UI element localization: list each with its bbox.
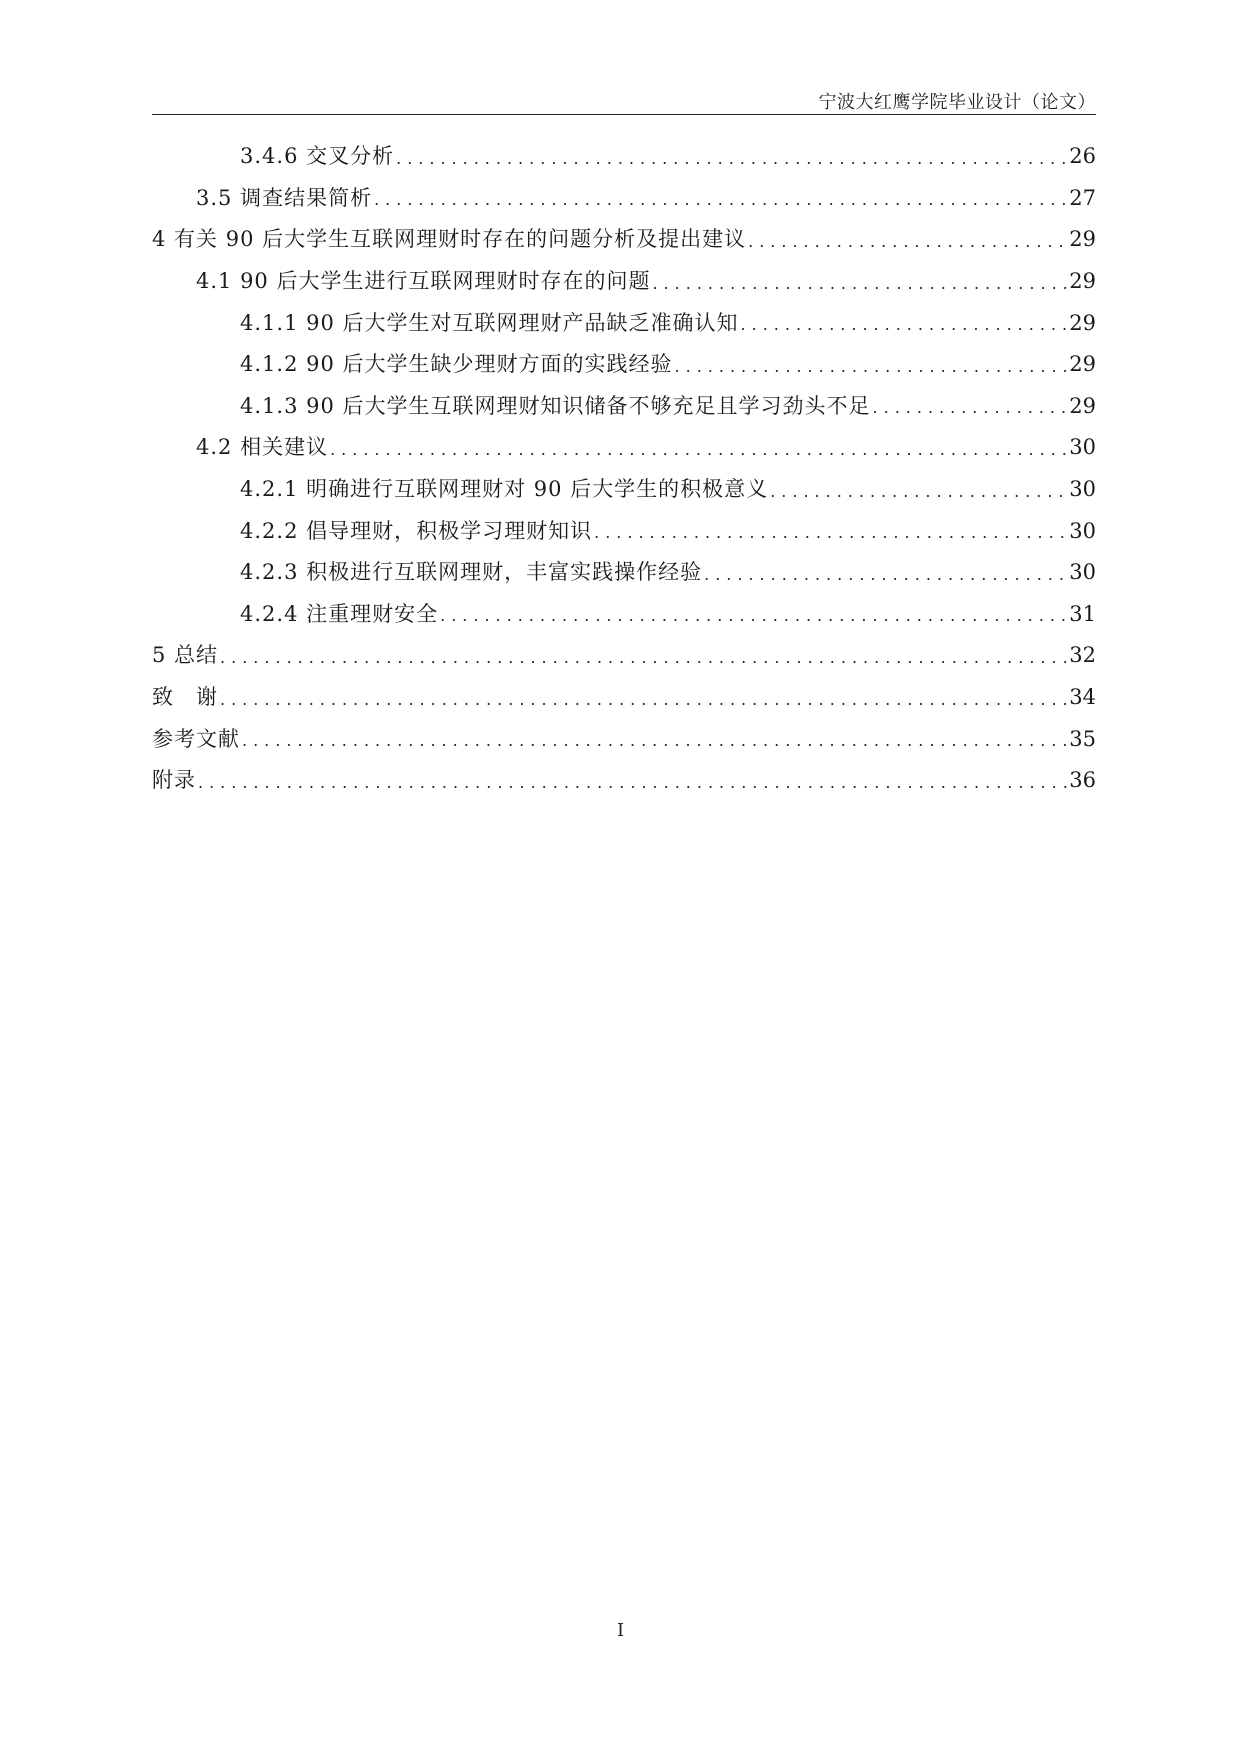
- page-number: I: [616, 1620, 625, 1641]
- toc-entry[interactable]: [152, 261, 1096, 303]
- toc-entry-page: 30: [1069, 477, 1096, 502]
- toc-entry[interactable]: [152, 718, 1096, 760]
- toc-entry-page: 30: [1069, 518, 1096, 543]
- toc-entry[interactable]: [152, 344, 1096, 386]
- toc-entry[interactable]: [152, 178, 1096, 220]
- toc-entry-title: 4.2.1 明确进行互联网理财对 90 后大学生的积极意义: [240, 477, 769, 502]
- toc-entry[interactable]: [152, 510, 1096, 552]
- toc-dot-leader: [770, 484, 1067, 500]
- page-header: [152, 84, 1096, 115]
- toc-entry-title: 参考文献: [152, 726, 240, 751]
- table-of-contents: [152, 136, 1096, 802]
- toc-entry-title: 4.2.2 倡导理财，积极学习理财知识: [240, 518, 593, 543]
- toc-entry-page: 29: [1069, 227, 1096, 252]
- toc-dot-leader: [242, 733, 1067, 749]
- toc-dot-leader: [873, 400, 1068, 416]
- toc-entry-title: 4.1.1 90 后大学生对互联网理财产品缺乏准确认知: [240, 310, 739, 335]
- toc-entry[interactable]: [152, 469, 1096, 511]
- toc-dot-leader: [440, 608, 1067, 624]
- toc-entry[interactable]: [152, 635, 1096, 677]
- toc-entry-page: 30: [1069, 560, 1096, 585]
- toc-entry-page: 31: [1069, 601, 1096, 626]
- toc-entry-title: 附录: [152, 768, 196, 793]
- toc-entry[interactable]: [152, 136, 1096, 178]
- toc-entry-page: 30: [1069, 435, 1096, 460]
- toc-entry[interactable]: [152, 760, 1096, 802]
- toc-dot-leader: [374, 192, 1067, 208]
- toc-entry-page: 26: [1069, 144, 1096, 169]
- toc-dot-leader: [220, 650, 1067, 666]
- toc-entry-page: 29: [1069, 393, 1096, 418]
- toc-entry-page: 32: [1069, 643, 1096, 668]
- toc-entry-title: 4.2 相关建议: [196, 435, 329, 460]
- toc-dot-leader: [594, 525, 1067, 541]
- toc-dot-leader: [675, 359, 1068, 375]
- toc-dot-leader: [396, 151, 1067, 167]
- toc-entry-page: 27: [1069, 185, 1096, 210]
- header-title: 宁波大红鹰学院毕业设计（论文）: [818, 92, 1096, 113]
- toc-entry[interactable]: [152, 552, 1096, 594]
- toc-dot-leader: [330, 442, 1067, 458]
- toc-entry[interactable]: [152, 386, 1096, 428]
- toc-entry-title: 4.2.4 注重理财安全: [240, 601, 439, 626]
- toc-dot-leader: [198, 775, 1067, 791]
- toc-entry-title: 4 有关 90 后大学生互联网理财时存在的问题分析及提出建议: [152, 227, 747, 252]
- toc-entry-page: 34: [1069, 685, 1096, 710]
- toc-entry-title: 5 总结: [152, 643, 219, 668]
- toc-entry[interactable]: [152, 594, 1096, 636]
- toc-entry-title: 4.1 90 后大学生进行互联网理财时存在的问题: [196, 269, 651, 294]
- toc-entry-title: 3.5 调查结果简析: [196, 185, 373, 210]
- toc-entry[interactable]: [152, 677, 1096, 719]
- toc-entry-page: 29: [1069, 310, 1096, 335]
- toc-entry-page: 29: [1069, 352, 1096, 377]
- toc-entry-page: 29: [1069, 269, 1096, 294]
- toc-entry-title: 4.2.3 积极进行互联网理财，丰富实践操作经验: [240, 560, 703, 585]
- toc-entry-page: 36: [1069, 768, 1096, 793]
- toc-entry-title: 致 谢: [152, 685, 218, 710]
- toc-entry-title: 4.1.3 90 后大学生互联网理财知识储备不够充足且学习劲头不足: [240, 393, 871, 418]
- toc-entry[interactable]: [152, 302, 1096, 344]
- toc-dot-leader: [652, 276, 1067, 292]
- toc-entry[interactable]: [152, 219, 1096, 261]
- toc-entry[interactable]: [152, 427, 1096, 469]
- toc-entry-title: 3.4.6 交叉分析: [240, 144, 395, 169]
- toc-entry-page: 35: [1069, 726, 1096, 751]
- toc-dot-leader: [741, 317, 1068, 333]
- toc-dot-leader: [748, 234, 1067, 250]
- toc-dot-leader: [704, 567, 1067, 583]
- toc-entry-title: 4.1.2 90 后大学生缺少理财方面的实践经验: [240, 352, 673, 377]
- toc-dot-leader: [220, 692, 1067, 708]
